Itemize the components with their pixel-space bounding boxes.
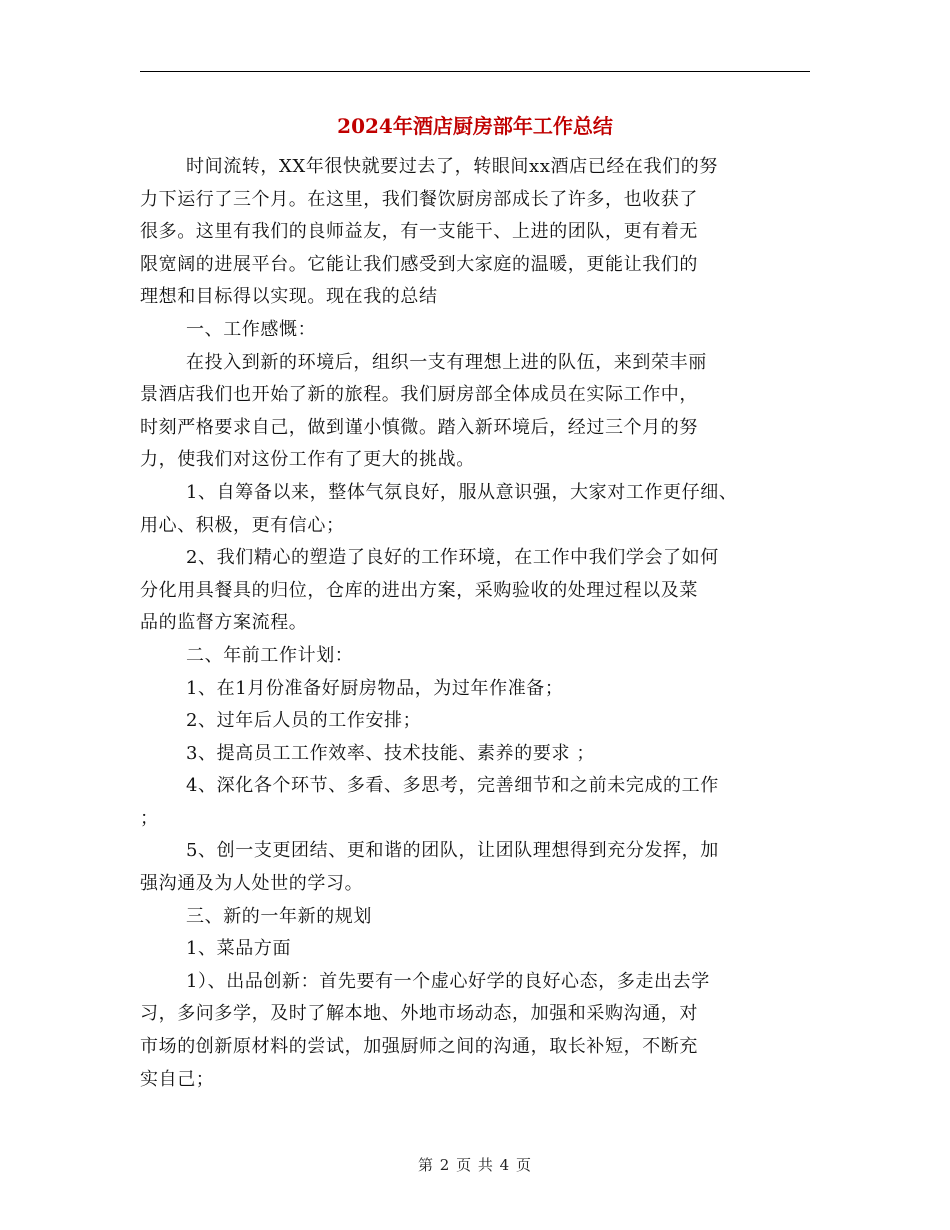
paragraph-line: 时间流转，XX年很快就要过去了，转眼间xx酒店已经在我们的努 (186, 156, 718, 177)
paragraph-line: 很多。这里有我们的良师益友，有一支能干、上进的团队，更有着无 (140, 221, 698, 243)
paragraph-line: 时刻严格要求自己，做到谨小慎微。踏入新环境后，经过三个月的努 (140, 416, 698, 438)
section-heading: 一、工作感慨： (186, 318, 317, 340)
document-body (140, 151, 810, 1096)
section-heading: 二、年前工作计划： (186, 644, 354, 666)
section-heading: 三、新的一年新的规划 (186, 905, 372, 927)
paragraph-line: 限宽阔的进展平台。它能让我们感受到大家庭的温暖，更能让我们的 (140, 253, 698, 275)
paragraph-line: 分化用具餐具的归位，仓库的进出方案，采购验收的处理过程以及菜 (140, 579, 698, 601)
paragraph-line: 实自己； (140, 1068, 215, 1090)
list-item: 1）、出品创新：首先要有一个虚心好学的良好心态，多走出去学 (186, 970, 710, 992)
paragraph-line: 品的监督方案流程。 (140, 612, 308, 634)
page-number: 第 2 页 共 4 页 (418, 1156, 532, 1174)
paragraph-line: 用心、积极，更有信心； (140, 514, 345, 536)
list-item: 2、过年后人员的工作安排； (186, 710, 422, 732)
list-item: 1、自筹备以来，整体气氛良好，服从意识强，大家对工作更仔细、 (186, 481, 738, 503)
paragraph-line: 理想和目标得以实现。现在我的总结 (140, 286, 438, 308)
paragraph-line: 景酒店我们也开始了新的旅程。我们厨房部全体成员在实际工作中， (140, 384, 698, 406)
paragraph-line: 强沟通及为人处世的学习。 (140, 873, 364, 895)
list-item: 2、我们精心的塑造了良好的工作环境，在工作中我们学会了如何 (186, 547, 719, 569)
list-item: 1、在1月份准备好厨房物品，为过年作准备； (186, 677, 564, 699)
paragraph-line: 在投入到新的环境后，组织一支有理想上进的队伍，来到荣丰丽 (186, 351, 707, 373)
list-item: 5、创一支更团结、更和谐的团队，让团队理想得到充分发挥，加 (186, 840, 719, 862)
paragraph-line: ； (140, 807, 159, 829)
paragraph-line: 力，使我们对这份工作有了更大的挑战。 (140, 449, 475, 471)
paragraph-line: 习，多问多学，及时了解本地、外地市场动态，加强和采购沟通，对 (140, 1003, 698, 1025)
paragraph-line: 市场的创新原材料的尝试，加强厨师之间的沟通，取长补短，不断充 (140, 1036, 698, 1058)
list-item: 3、提高员工工作效率、技术技能、素养的要求 ； (186, 742, 595, 764)
header-rule (140, 71, 810, 72)
document-title: 2024年酒店厨房部年工作总结 (337, 114, 613, 138)
paragraph-line: 力下运行了三个月。在这里，我们餐饮厨房部成长了许多，也收获了 (140, 188, 698, 210)
list-item: 4、深化各个环节、多看、多思考，完善细节和之前未完成的工作 (186, 775, 719, 797)
subsection-heading: 1、菜品方面 (186, 938, 292, 960)
